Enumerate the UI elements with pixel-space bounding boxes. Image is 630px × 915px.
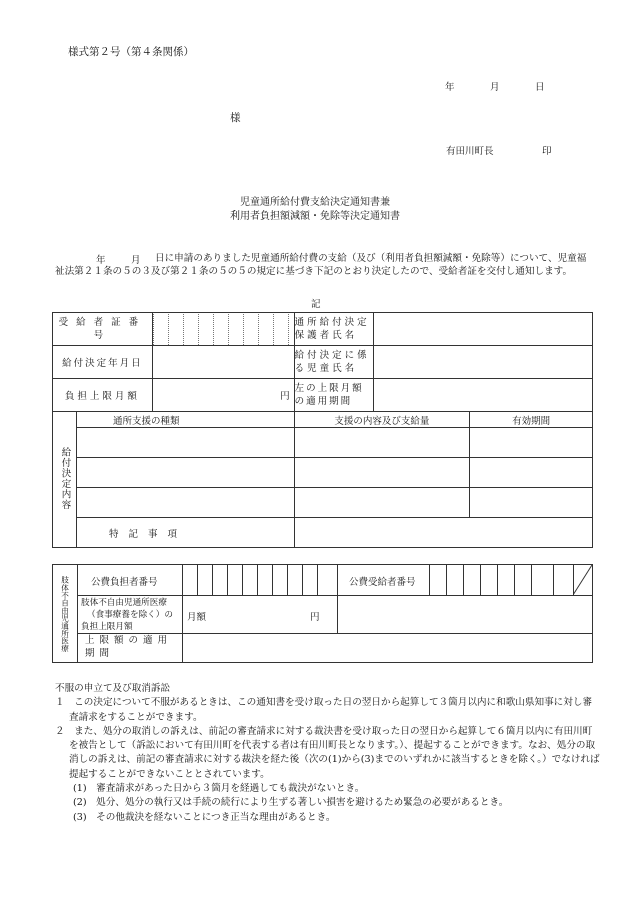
form-number: 様式第２号（第４条関係） xyxy=(68,46,194,58)
limit-period-value xyxy=(374,379,593,412)
medical-limit-label-l2: （食事療養を除く）の xyxy=(87,610,173,620)
date-month: 月 xyxy=(490,82,500,93)
col-header-content: 支援の内容及び支給量 xyxy=(294,412,470,428)
medical-amount-yen: 円 xyxy=(310,612,320,623)
col-header-type: 通所支援の種類 xyxy=(76,412,294,428)
medical-amount-label: 月額 xyxy=(187,612,207,623)
content-row xyxy=(53,458,593,488)
remarks-label: 特記事項 xyxy=(76,518,294,548)
intro-text: 日に申請のありました児童通所給付費の支給（及び（利用者負担額減額・免除等）について、児童福祉法第２１条の５の３及び第２１条の５の５の規定に基づき下記のとおり決定したので、受給者証を交付し通知します。 xyxy=(55,253,587,278)
limit-period-label: 左の上限月額の適用期間 xyxy=(294,379,374,412)
medical-row-3 xyxy=(77,633,592,662)
main-table xyxy=(52,312,593,548)
notes xyxy=(55,682,600,825)
recipient-number-cells xyxy=(152,313,294,346)
issuer-seal: 印 xyxy=(542,146,552,157)
recipient-number-label: 受給者証番号 xyxy=(53,313,153,346)
medical-table xyxy=(52,564,593,663)
remarks-value xyxy=(294,518,592,548)
note-sub-item-1: (1) 審査請求があった日から３箇月を経過しても裁決がないとき。 xyxy=(73,783,365,795)
payer-number-label: 公費負担者番号 xyxy=(91,577,158,588)
date-year: 年 xyxy=(445,82,455,93)
medical-limit-label-l3: 負担上限月額 xyxy=(81,622,133,632)
limit-label: 負担上限月額 xyxy=(53,379,153,412)
notes-heading: 不服の申立て及び取消訴訟 xyxy=(55,683,171,694)
ki: 記 xyxy=(311,299,321,310)
note-sub-item-2: (2) 処分、処分の執行又は手続の続行により生ずる著しい損害を避けるため緊急の必要があるとき。 xyxy=(73,797,509,809)
decision-date-value xyxy=(152,346,294,379)
content-label: 給付決定内容 xyxy=(59,446,71,510)
intro-month: 月 xyxy=(131,255,141,266)
limit-yen: 円 xyxy=(152,379,294,412)
intro-year: 年 xyxy=(96,255,106,266)
medical-row-1 xyxy=(77,565,592,596)
content-label-cell xyxy=(53,412,77,548)
guardian-value xyxy=(374,313,593,346)
decision-date-label: 給付決定年月日 xyxy=(53,346,153,379)
issuer-name: 有田川町長 xyxy=(446,146,494,157)
note-item-2: ２ また、処分の取消しの訴えは、前記の審査請求に対する裁決書を受け取った日の翌日から起算して６箇月以内に有田川町を被告として（訴訟において有田川町を代表する者は有田川町長となります。）、提起することができます。なお、処分の取消しの訴えは、前記の審査請求に対する裁決を経た後（次の(1)から(3)までのいずれかに該当するときを除く。）でなければ提起することができないこととされています。 xyxy=(55,725,600,780)
medical-period-label: 上限額の適用期間 xyxy=(85,635,173,659)
note-item-1: １ この決定について不服があるときは、この通知書を受け取った日の翌日から起算して３箇月以内に和歌山県知事に対し審査請求をすることができます。 xyxy=(55,697,593,723)
child-name-label: 給付決定に係る児童氏名 xyxy=(294,346,374,379)
title-line2: 利用者負担額減額・免除等決定通知書 xyxy=(230,211,400,222)
medical-row-2 xyxy=(77,595,592,634)
note-sub-item-3: (3) その他裁決を経ないことにつき正当な理由があるとき。 xyxy=(73,811,336,823)
diagonal-slash xyxy=(573,565,592,595)
col-header-period: 有効期間 xyxy=(470,412,593,428)
medical-limit-label-l1: 肢体不自由児通所医療 xyxy=(81,598,167,608)
child-name-value xyxy=(374,346,593,379)
medical-side-label: 肢体不自由児通所医療 xyxy=(60,575,70,652)
guardian-label: 通所給付決定保護者氏名 xyxy=(294,313,374,346)
content-row xyxy=(53,488,593,518)
medical-limit-label xyxy=(81,597,173,633)
medical-side-label-cell xyxy=(53,565,78,662)
recipient-public-label: 公費受給者番号 xyxy=(349,577,416,588)
title-line1: 児童通所給付費支給決定通知書兼 xyxy=(240,197,390,208)
addressee-suffix: 様 xyxy=(230,112,241,124)
date-day: 日 xyxy=(535,82,545,93)
content-row xyxy=(53,428,593,458)
